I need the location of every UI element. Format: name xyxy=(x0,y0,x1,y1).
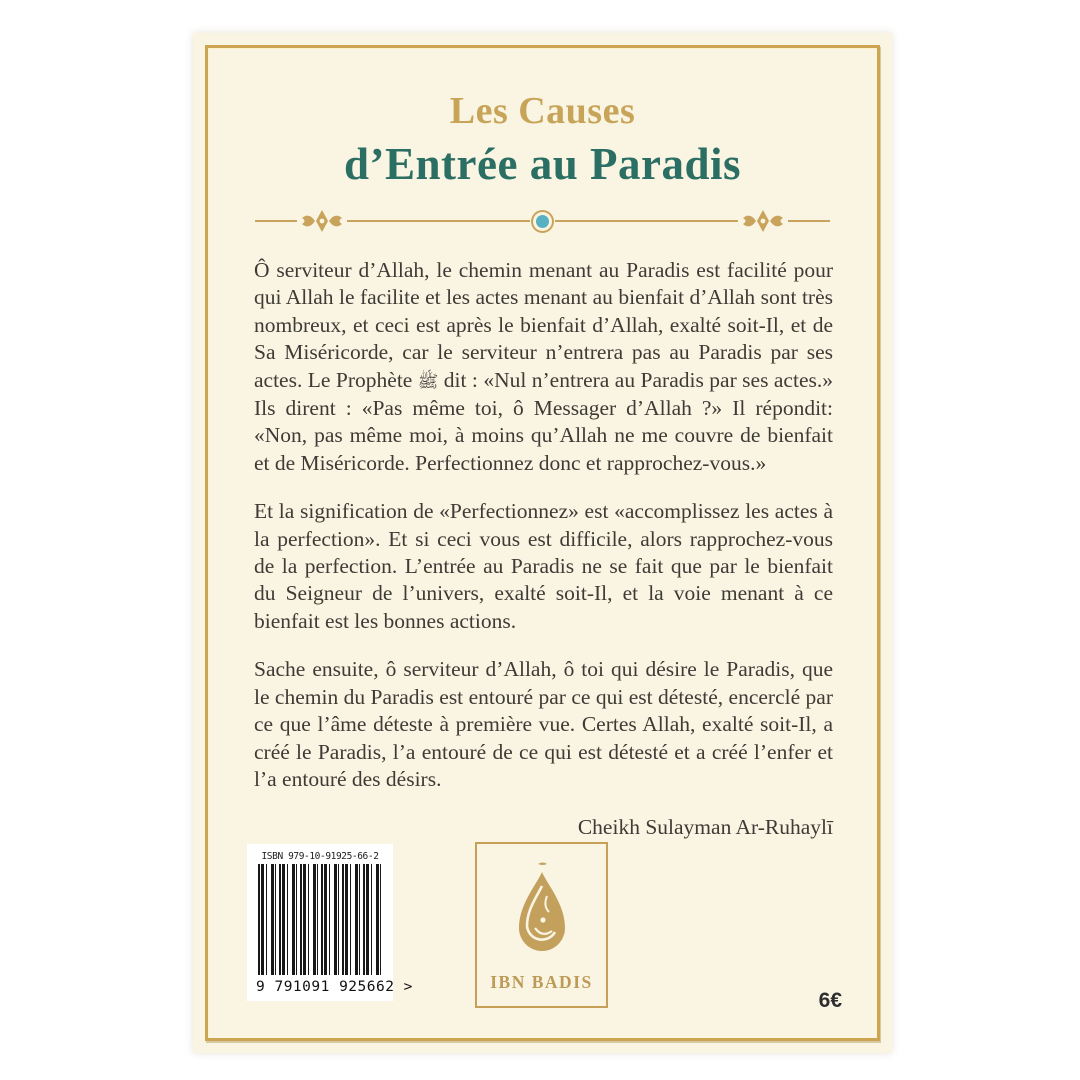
paragraph-3: Sache ensuite, ô serviteur d’Allah, ô toi qui désire le Paradis, que le chemin du Paradis est entouré par ce qui est détesté, encerclé par ce que l’âme déteste à première vue. Certes Allah, exalté soit-Il, a créé le Paradis, l’a entouré de ce qui est détesté et a créé l’enfer et l’a entouré des désirs. xyxy=(254,657,833,791)
barcode xyxy=(247,844,413,1001)
divider-line xyxy=(555,220,738,222)
teal-dot-ornament xyxy=(536,215,549,228)
paragraph-1-start: Ô serviteur d’Allah, le chemin menant au Paradis est facilité pour qui Allah le facilite et les actes menant au bienfait d’Allah sont très nombreux, et ceci est après le bienfait d’Allah, exalté soit-Il, et de Sa Miséricorde, car le serviteur n’entrera pas au Paradis par ses actes. Le Prophète xyxy=(254,258,833,392)
paragraph-1 xyxy=(254,257,833,477)
price: 6€ xyxy=(818,989,842,1012)
divider-line xyxy=(788,220,830,222)
calligraphy-drop-icon xyxy=(507,862,577,966)
fleuron-left-icon xyxy=(299,206,345,236)
fleuron-right-icon xyxy=(740,206,786,236)
back-cover-text xyxy=(254,257,833,863)
divider-line xyxy=(347,220,530,222)
ornamental-divider xyxy=(255,203,830,239)
book-back-cover xyxy=(193,33,892,1053)
salawat-calligraphy: ﷺ xyxy=(417,371,439,391)
barcode-digits: 9 791091 925662 > xyxy=(256,979,413,995)
divider-line xyxy=(255,220,297,222)
book-title-line1: Les Causes xyxy=(449,90,636,132)
publisher-logo xyxy=(475,842,608,1008)
book-title-line2: d’Entrée au Paradis xyxy=(344,139,741,189)
author-name: Cheikh Sulayman Ar-Ruhaylī xyxy=(577,815,833,840)
barcode-bars xyxy=(258,864,382,975)
paragraph-2: Et la signification de «Perfectionnez» est «accomplissez les actes à la perfection». Et si ceci vous est difficile, alors rapprochez-vous de la perfection. L’entrée au Paradis ne se fait que par le bienfait du Seigneur de l’univers, exalté soit-Il, et la voie menant à ce bienfait est les bonnes actions. xyxy=(254,499,833,633)
publisher-name: IBN BADIS xyxy=(490,972,593,992)
isbn-label: ISBN 979-10-91925-66-2 xyxy=(261,851,379,862)
paragraph-1-end: dit : «Nul n’entrera au Paradis par ses actes.» Ils dirent : «Pas même toi, ô Messager d’Allah ?» Il répondit: «Non, pas même moi, à moins qu’Allah ne me couvre de bienfait et de Miséricorde. Perfectionnez donc et rapprochez-vous.» xyxy=(254,367,833,475)
